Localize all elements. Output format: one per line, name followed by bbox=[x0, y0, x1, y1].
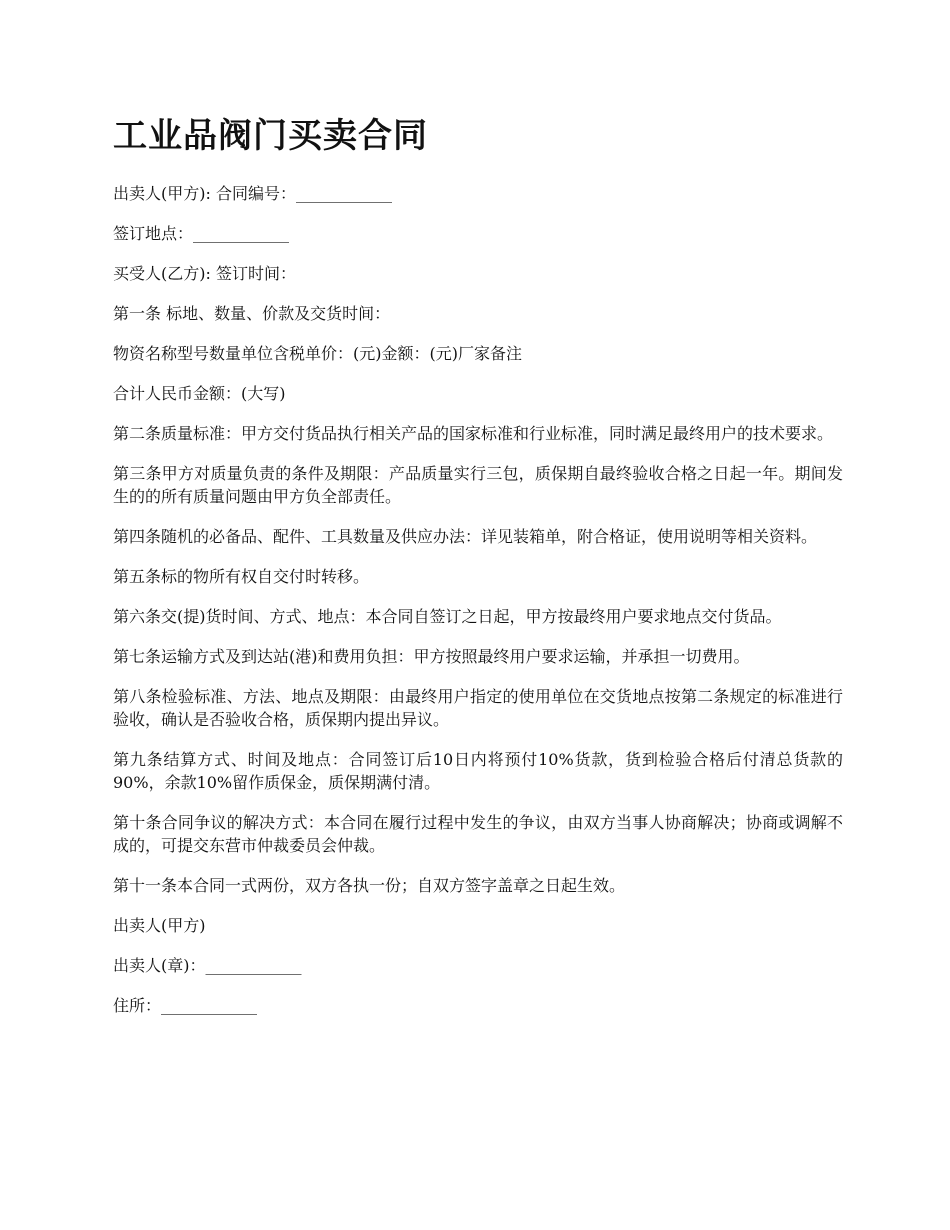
article-2-quality-standard: 第二条质量标准：甲方交付货品执行相关产品的国家标准和行业标准，同时满足最终用户的技术要求。 bbox=[113, 424, 834, 443]
seller-contract-number-line: 出卖人(甲方): 合同编号：____________ bbox=[113, 184, 392, 203]
document-title: 工业品阀门买卖合同 bbox=[113, 116, 428, 156]
article-8-inspection: 第八条检验标准、方法、地点及期限：由最终用户指定的使用单位在交货地点按第二条规定的标准进行验收，确认是否验收合格，质保期内提出异议。 bbox=[113, 687, 843, 729]
article-9-settlement: 第九条结算方式、时间及地点：合同签订后10日内将预付10%货款，货到检验合格后付清总货款的90%，余款10%留作质保金，质保期满付清。 bbox=[113, 750, 843, 792]
goods-table-header-line: 物资名称型号数量单位含税单价：(元)金额：(元)厂家备注 bbox=[113, 344, 522, 363]
article-5-ownership-transfer: 第五条标的物所有权自交付时转移。 bbox=[113, 567, 370, 586]
article-1-heading: 第一条 标地、数量、价款及交货时间： bbox=[113, 304, 391, 323]
article-10-dispute-resolution: 第十条合同争议的解决方式：本合同在履行过程中发生的争议，由双方当事人协商解决；协商或调解不成的，可提交东营市仲裁委员会仲裁。 bbox=[113, 813, 843, 855]
document-page bbox=[113, 112, 843, 1034]
total-amount-line: 合计人民币金额：(大写) bbox=[113, 384, 286, 403]
article-7-transport: 第七条运输方式及到达站(港)和费用负担：甲方按照最终用户要求运输，并承担一切费用。 bbox=[113, 647, 750, 666]
article-6-delivery: 第六条交(提)货时间、方式、地点：本合同自签订之日起，甲方按最终用户要求地点交付货品。 bbox=[113, 607, 782, 626]
address-line: 住所：____________ bbox=[113, 996, 258, 1015]
article-4-accessories: 第四条随机的必备品、配件、工具数量及供应办法：详见装箱单，附合格证，使用说明等相关资料。 bbox=[113, 527, 818, 546]
seller-seal-line: 出卖人(章)：____________ bbox=[113, 956, 302, 975]
signing-location-line: 签订地点：____________ bbox=[113, 224, 290, 243]
buyer-signing-time-line: 买受人(乙方): 签订时间： bbox=[113, 264, 296, 283]
seller-party-label: 出卖人(甲方) bbox=[113, 916, 206, 935]
article-3-quality-responsibility: 第三条甲方对质量负责的条件及期限：产品质量实行三包，质保期自最终验收合格之日起一年。期间发生的的所有质量问题由甲方负全部责任。 bbox=[113, 464, 843, 506]
article-11-effectiveness: 第十一条本合同一式两份，双方各执一份；自双方签字盖章之日起生效。 bbox=[113, 876, 626, 895]
